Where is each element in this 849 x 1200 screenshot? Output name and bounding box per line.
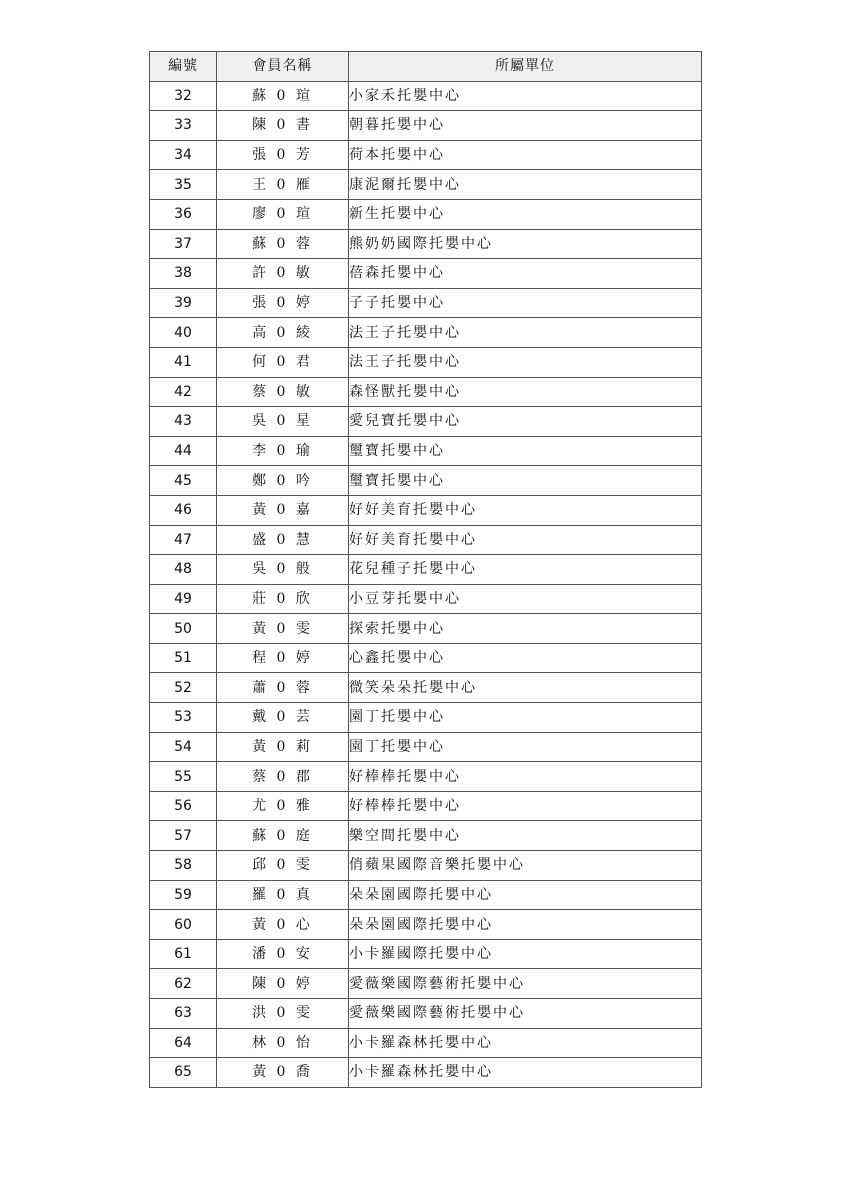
row-affiliation-cell: 朵朵園國際托嬰中心 bbox=[349, 880, 702, 910]
table-row bbox=[150, 851, 702, 881]
row-affiliation-cell: 好棒棒托嬰中心 bbox=[349, 762, 702, 792]
row-member-name-cell: 何 0 君 bbox=[217, 347, 349, 377]
row-number-cell: 44 bbox=[150, 436, 217, 466]
row-number-cell: 34 bbox=[150, 140, 217, 170]
row-affiliation-cell: 朝暮托嬰中心 bbox=[349, 111, 702, 141]
table-row bbox=[150, 1028, 702, 1058]
row-number-cell: 55 bbox=[150, 762, 217, 792]
row-affiliation-cell: 康泥爾托嬰中心 bbox=[349, 170, 702, 200]
row-affiliation-cell: 俏蘋果國際音樂托嬰中心 bbox=[349, 851, 702, 881]
row-affiliation-cell: 花兒種子托嬰中心 bbox=[349, 555, 702, 585]
table-row bbox=[150, 199, 702, 229]
table-row bbox=[150, 584, 702, 614]
row-affiliation-cell: 小卡羅國際托嬰中心 bbox=[349, 939, 702, 969]
table-row bbox=[150, 377, 702, 407]
row-number-cell: 59 bbox=[150, 880, 217, 910]
row-affiliation-cell: 小豆芽托嬰中心 bbox=[349, 584, 702, 614]
row-member-name-cell: 吳 0 般 bbox=[217, 555, 349, 585]
row-number-cell: 42 bbox=[150, 377, 217, 407]
row-member-name-cell: 李 0 瑜 bbox=[217, 436, 349, 466]
table-row bbox=[150, 111, 702, 141]
table-row bbox=[150, 229, 702, 259]
row-number-cell: 46 bbox=[150, 495, 217, 525]
row-affiliation-cell: 森怪獸托嬰中心 bbox=[349, 377, 702, 407]
row-member-name-cell: 蕭 0 蓉 bbox=[217, 673, 349, 703]
row-number-cell: 39 bbox=[150, 288, 217, 318]
row-number-cell: 33 bbox=[150, 111, 217, 141]
row-number-cell: 54 bbox=[150, 732, 217, 762]
header-affiliation: 所屬單位 bbox=[349, 52, 702, 82]
row-number-cell: 60 bbox=[150, 910, 217, 940]
row-affiliation-cell: 好棒棒托嬰中心 bbox=[349, 791, 702, 821]
row-affiliation-cell: 心鑫托嬰中心 bbox=[349, 643, 702, 673]
row-number-cell: 52 bbox=[150, 673, 217, 703]
table-row bbox=[150, 614, 702, 644]
table-row bbox=[150, 910, 702, 940]
row-member-name-cell: 尤 0 雅 bbox=[217, 791, 349, 821]
row-affiliation-cell: 愛薇樂國際藝術托嬰中心 bbox=[349, 999, 702, 1029]
row-number-cell: 49 bbox=[150, 584, 217, 614]
table-row bbox=[150, 555, 702, 585]
row-member-name-cell: 王 0 雁 bbox=[217, 170, 349, 200]
row-affiliation-cell: 微笑朵朵托嬰中心 bbox=[349, 673, 702, 703]
row-number-cell: 57 bbox=[150, 821, 217, 851]
row-member-name-cell: 蔡 0 郡 bbox=[217, 762, 349, 792]
row-member-name-cell: 黃 0 莉 bbox=[217, 732, 349, 762]
row-member-name-cell: 莊 0 欣 bbox=[217, 584, 349, 614]
row-member-name-cell: 蘇 0 庭 bbox=[217, 821, 349, 851]
row-number-cell: 64 bbox=[150, 1028, 217, 1058]
row-number-cell: 58 bbox=[150, 851, 217, 881]
row-affiliation-cell: 小家禾托嬰中心 bbox=[349, 81, 702, 111]
row-member-name-cell: 邱 0 雯 bbox=[217, 851, 349, 881]
table-row bbox=[150, 880, 702, 910]
table-row bbox=[150, 939, 702, 969]
row-affiliation-cell: 愛兒寶托嬰中心 bbox=[349, 407, 702, 437]
table-row bbox=[150, 347, 702, 377]
table-row bbox=[150, 999, 702, 1029]
row-affiliation-cell: 法王子托嬰中心 bbox=[349, 318, 702, 348]
header-member-name: 會員名稱 bbox=[217, 52, 349, 82]
row-affiliation-cell: 荷本托嬰中心 bbox=[349, 140, 702, 170]
row-affiliation-cell: 探索托嬰中心 bbox=[349, 614, 702, 644]
row-member-name-cell: 黃 0 喬 bbox=[217, 1058, 349, 1088]
table-row bbox=[150, 318, 702, 348]
row-number-cell: 43 bbox=[150, 407, 217, 437]
row-affiliation-cell: 蓓森托嬰中心 bbox=[349, 259, 702, 289]
row-member-name-cell: 盛 0 慧 bbox=[217, 525, 349, 555]
table-row bbox=[150, 407, 702, 437]
row-affiliation-cell: 新生托嬰中心 bbox=[349, 199, 702, 229]
table-row bbox=[150, 673, 702, 703]
row-number-cell: 48 bbox=[150, 555, 217, 585]
table-row bbox=[150, 495, 702, 525]
row-affiliation-cell: 小卡羅森林托嬰中心 bbox=[349, 1028, 702, 1058]
row-member-name-cell: 張 0 婷 bbox=[217, 288, 349, 318]
row-affiliation-cell: 法王子托嬰中心 bbox=[349, 347, 702, 377]
table-row bbox=[150, 140, 702, 170]
table-row bbox=[150, 703, 702, 733]
row-affiliation-cell: 子子托嬰中心 bbox=[349, 288, 702, 318]
row-affiliation-cell: 璽寶托嬰中心 bbox=[349, 436, 702, 466]
row-number-cell: 47 bbox=[150, 525, 217, 555]
header-number: 編號 bbox=[150, 52, 217, 82]
row-affiliation-cell: 璽寶托嬰中心 bbox=[349, 466, 702, 496]
table-row bbox=[150, 762, 702, 792]
row-member-name-cell: 陳 0 書 bbox=[217, 111, 349, 141]
row-member-name-cell: 黃 0 心 bbox=[217, 910, 349, 940]
row-number-cell: 37 bbox=[150, 229, 217, 259]
row-member-name-cell: 羅 0 真 bbox=[217, 880, 349, 910]
table-row bbox=[150, 821, 702, 851]
table-row bbox=[150, 791, 702, 821]
row-member-name-cell: 吳 0 星 bbox=[217, 407, 349, 437]
row-member-name-cell: 蔡 0 敏 bbox=[217, 377, 349, 407]
row-affiliation-cell: 熊奶奶國際托嬰中心 bbox=[349, 229, 702, 259]
row-number-cell: 35 bbox=[150, 170, 217, 200]
row-member-name-cell: 蘇 0 蓉 bbox=[217, 229, 349, 259]
row-affiliation-cell: 樂空間托嬰中心 bbox=[349, 821, 702, 851]
row-member-name-cell: 黃 0 雯 bbox=[217, 614, 349, 644]
row-number-cell: 45 bbox=[150, 466, 217, 496]
row-number-cell: 50 bbox=[150, 614, 217, 644]
row-number-cell: 61 bbox=[150, 939, 217, 969]
row-number-cell: 38 bbox=[150, 259, 217, 289]
row-member-name-cell: 戴 0 芸 bbox=[217, 703, 349, 733]
row-affiliation-cell: 園丁托嬰中心 bbox=[349, 732, 702, 762]
row-number-cell: 40 bbox=[150, 318, 217, 348]
table-header-row bbox=[150, 52, 702, 82]
row-member-name-cell: 陳 0 婷 bbox=[217, 969, 349, 999]
row-member-name-cell: 蘇 0 瑄 bbox=[217, 81, 349, 111]
table-body bbox=[150, 81, 702, 1087]
table-row bbox=[150, 1058, 702, 1088]
row-member-name-cell: 黃 0 嘉 bbox=[217, 495, 349, 525]
table-row bbox=[150, 81, 702, 111]
row-member-name-cell: 廖 0 瑄 bbox=[217, 199, 349, 229]
row-number-cell: 51 bbox=[150, 643, 217, 673]
row-number-cell: 53 bbox=[150, 703, 217, 733]
table-row bbox=[150, 969, 702, 999]
table-row bbox=[150, 525, 702, 555]
row-affiliation-cell: 朵朵園國際托嬰中心 bbox=[349, 910, 702, 940]
row-member-name-cell: 洪 0 雯 bbox=[217, 999, 349, 1029]
row-member-name-cell: 程 0 婷 bbox=[217, 643, 349, 673]
row-affiliation-cell: 好好美育托嬰中心 bbox=[349, 525, 702, 555]
row-affiliation-cell: 小卡羅森林托嬰中心 bbox=[349, 1058, 702, 1088]
row-number-cell: 65 bbox=[150, 1058, 217, 1088]
row-number-cell: 32 bbox=[150, 81, 217, 111]
row-number-cell: 63 bbox=[150, 999, 217, 1029]
row-number-cell: 56 bbox=[150, 791, 217, 821]
row-affiliation-cell: 好好美育托嬰中心 bbox=[349, 495, 702, 525]
row-number-cell: 62 bbox=[150, 969, 217, 999]
row-affiliation-cell: 園丁托嬰中心 bbox=[349, 703, 702, 733]
member-roster-table bbox=[149, 51, 702, 1088]
table-row bbox=[150, 170, 702, 200]
table-row bbox=[150, 259, 702, 289]
row-number-cell: 41 bbox=[150, 347, 217, 377]
table-row bbox=[150, 288, 702, 318]
row-member-name-cell: 許 0 敏 bbox=[217, 259, 349, 289]
row-affiliation-cell: 愛薇樂國際藝術托嬰中心 bbox=[349, 969, 702, 999]
row-member-name-cell: 鄭 0 吟 bbox=[217, 466, 349, 496]
table-row bbox=[150, 466, 702, 496]
row-member-name-cell: 張 0 芳 bbox=[217, 140, 349, 170]
row-member-name-cell: 高 0 綾 bbox=[217, 318, 349, 348]
row-member-name-cell: 林 0 怡 bbox=[217, 1028, 349, 1058]
table-row bbox=[150, 643, 702, 673]
row-member-name-cell: 潘 0 安 bbox=[217, 939, 349, 969]
row-number-cell: 36 bbox=[150, 199, 217, 229]
table-row bbox=[150, 436, 702, 466]
table-row bbox=[150, 732, 702, 762]
